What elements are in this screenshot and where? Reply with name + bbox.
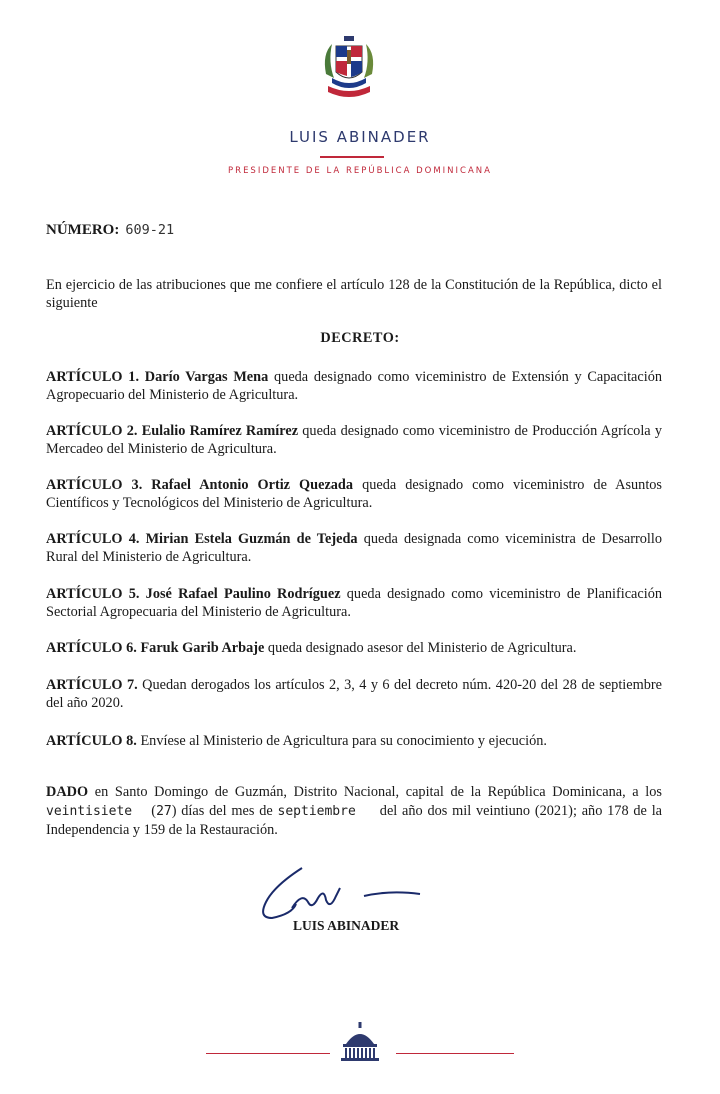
- article-text: Envíese al Ministerio de Agricultura para su conocimiento y ejecución.: [140, 733, 547, 749]
- article-4: [46, 530, 662, 566]
- article-person: Faruk Garib Arbaje: [140, 640, 265, 656]
- footer-rule-left: [206, 1053, 330, 1054]
- coat-of-arms-icon: [318, 34, 380, 106]
- header-divider: [320, 156, 384, 158]
- article-8: [46, 732, 662, 750]
- article-text: queda designado como viceministro de Extensión y Capacitación Agropecuario del Ministerio de Agricultura.: [46, 369, 663, 403]
- header-title: PRESIDENTE DE LA REPÚBLICA DOMINICANA: [228, 166, 492, 176]
- article-label: ARTÍCULO 5.: [46, 586, 140, 602]
- article-6: [46, 639, 662, 657]
- dado-text-2: días del mes de: [181, 803, 273, 819]
- preamble: En ejercicio de las atribuciones que me confiere el artículo 128 de la Constitución de la República, dicto el siguiente: [46, 277, 662, 311]
- header-name: LUIS ABINADER: [289, 128, 431, 146]
- article-label: ARTÍCULO 7.: [46, 677, 138, 693]
- decree-number-label: NÚMERO:: [46, 222, 120, 238]
- decree-number: [46, 222, 174, 239]
- article-label: ARTÍCULO 2.: [46, 423, 138, 439]
- article-text: queda designado como viceministro de Producción Agrícola y Mercadeo del Ministerio de Agricultura.: [46, 423, 662, 457]
- article-person: Mirian Estela Guzmán de Tejeda: [145, 531, 358, 547]
- dado-clause: DADO en Santo Domingo de Guzmán, Distrito Nacional, capital de la República Dominicana, a los veintisiete (27) días del mes de septiembre del año dos mil veintiuno (2021); año 178 de la Independencia y 159 de la Restauración.: [46, 784, 663, 838]
- day-in-words: veintisiete: [46, 804, 133, 819]
- decree-number-value: 609-21: [125, 222, 175, 238]
- signatory-name: LUIS ABINADER: [293, 918, 400, 933]
- article-1: [46, 368, 662, 404]
- article-text: queda designado asesor del Ministerio de Agricultura.: [267, 640, 577, 656]
- article-person: Darío Vargas Mena: [144, 369, 269, 385]
- dado-text-1: en Santo Domingo de Guzmán, Distrito Nacional, capital de la República Dominicana, a los: [94, 784, 662, 800]
- article-text: queda designado como viceministro de Planificación Sectorial Agropecuaria del Ministerio de Agricultura.: [46, 586, 663, 620]
- article-label: ARTÍCULO 3.: [46, 477, 143, 493]
- month-name: septiembre: [277, 804, 356, 819]
- article-2: [46, 422, 662, 458]
- article-label: ARTÍCULO 8.: [46, 733, 137, 749]
- dado-text-3: del año dos mil veintiuno (2021); año 178 de la Independencia y 159 de la Restauración.: [46, 803, 663, 838]
- day-number: 27: [156, 804, 172, 819]
- article-label: ARTÍCULO 4.: [46, 531, 140, 547]
- footer-rule-right: [396, 1053, 514, 1054]
- article-3: [46, 476, 662, 512]
- article-5: [46, 585, 662, 621]
- article-text: queda designada como viceministra de Desarrollo Rural del Ministerio de Agricultura.: [46, 531, 662, 565]
- article-text: queda designado como viceministro de Asuntos Científicos y Tecnológicos del Ministerio de Agricultura.: [46, 477, 662, 511]
- article-person: Rafael Antonio Ortiz Quezada: [151, 477, 354, 493]
- palace-dome-icon: [337, 1022, 383, 1062]
- article-person: Eulalio Ramírez Ramírez: [141, 423, 299, 439]
- article-text: Quedan derogados los artículos 2, 3, 4 y 6 del decreto núm. 420-20 del 28 de septiembre del año 2020.: [46, 677, 662, 711]
- decree-title: DECRETO:: [320, 330, 400, 346]
- article-person: José Rafael Paulino Rodríguez: [145, 586, 341, 602]
- article-label: ARTÍCULO 6.: [46, 640, 137, 656]
- article-7: [46, 676, 662, 712]
- article-label: ARTÍCULO 1.: [46, 369, 140, 385]
- dado-label: DADO: [46, 784, 89, 800]
